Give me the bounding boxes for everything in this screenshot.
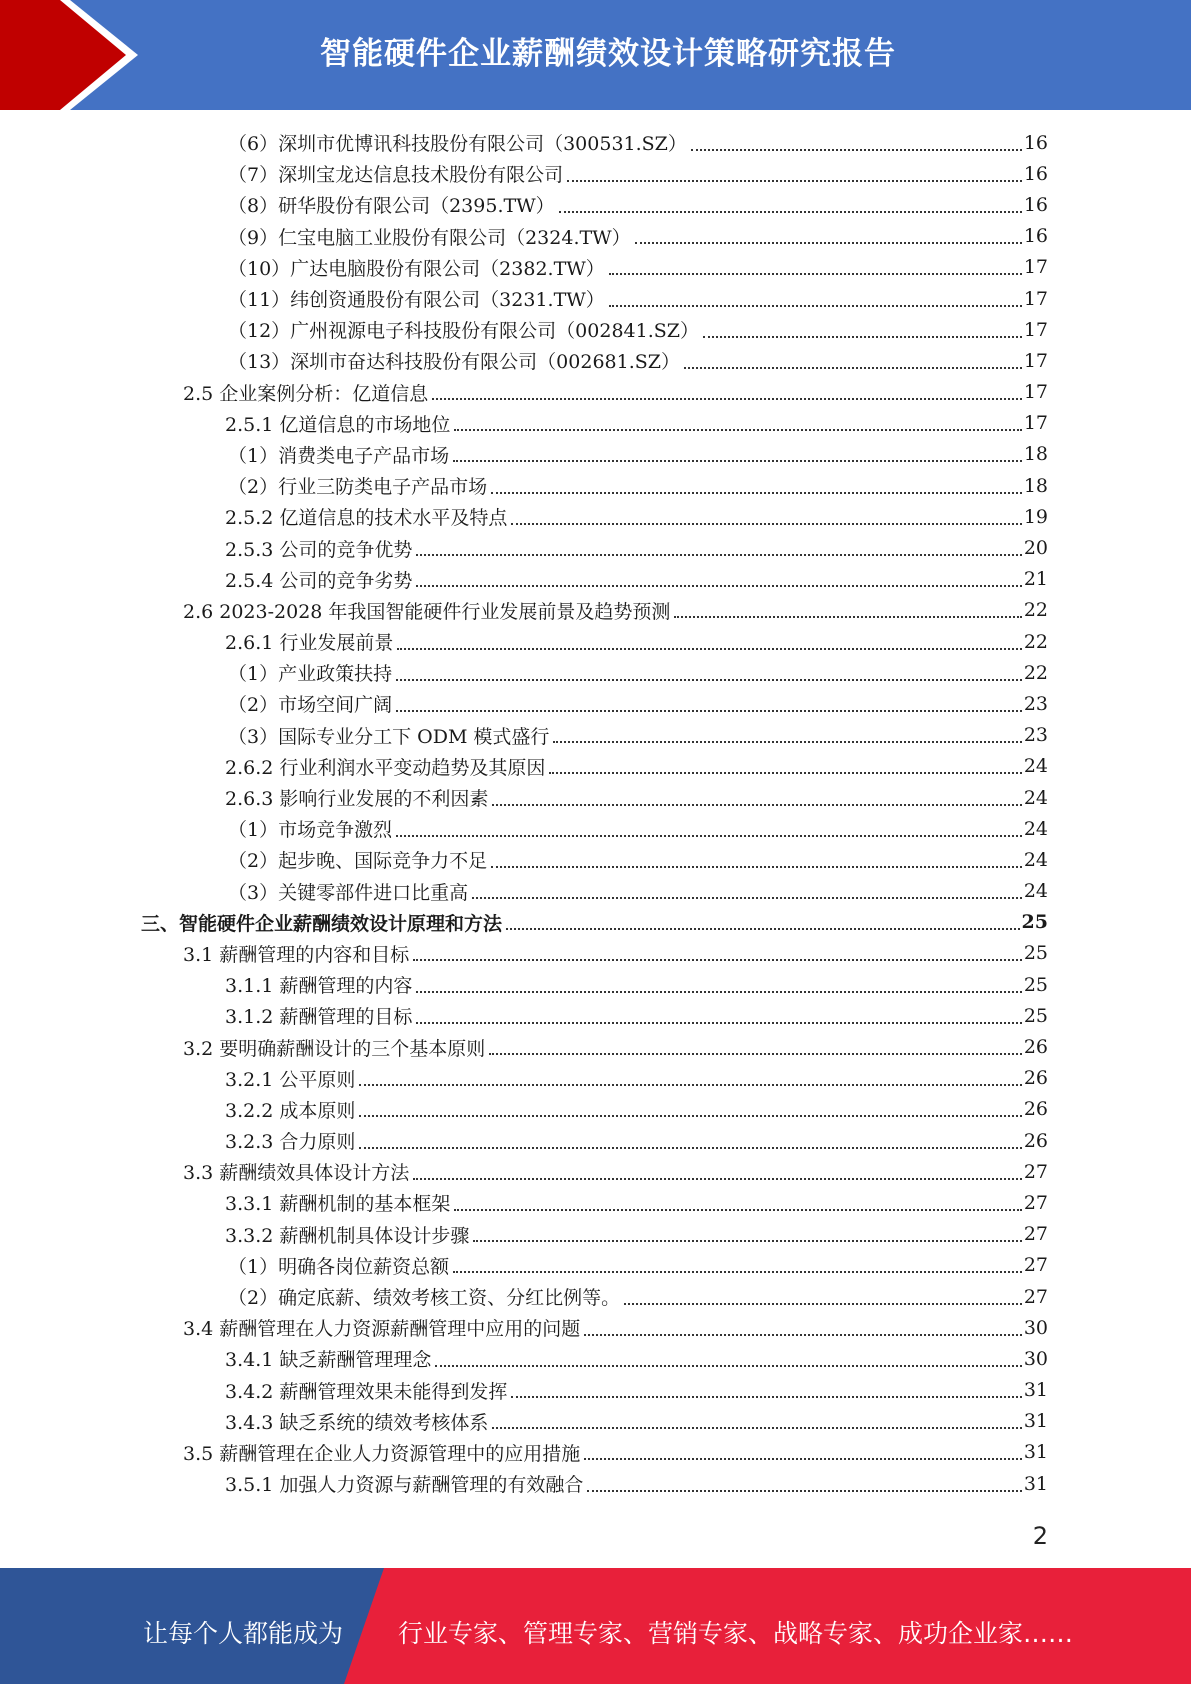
toc-dot-leader (454, 429, 1021, 431)
toc-entry[interactable] (0, 189, 1048, 220)
toc-entry-page: 31 (1023, 1472, 1048, 1495)
toc-entry-page: 24 (1023, 755, 1048, 778)
toc-dot-leader (491, 492, 1022, 494)
toc-entry-page: 22 (1023, 599, 1048, 622)
toc-dot-leader (549, 772, 1021, 774)
toc-dot-leader (567, 180, 1022, 182)
toc-entry[interactable] (0, 1468, 1048, 1499)
toc-entry-label: 3.2.2 成本原则 (225, 1096, 359, 1123)
toc-dot-leader (396, 679, 1022, 681)
toc-entry-page: 27 (1023, 1191, 1048, 1214)
toc-entry-label: 2.5.1 亿道信息的市场地位 (225, 410, 454, 437)
toc-dot-leader (691, 149, 1022, 151)
toc-entry[interactable] (0, 813, 1048, 844)
toc-entry-page: 16 (1023, 162, 1048, 185)
toc-entry-page: 19 (1023, 505, 1048, 528)
toc-entry-label: 2.5.2 亿道信息的技术水平及特点 (225, 503, 511, 530)
toc-dot-leader (609, 273, 1022, 275)
toc-entry-page: 24 (1023, 817, 1048, 840)
toc-entry-page: 25 (1023, 973, 1048, 996)
toc-entry-page: 17 (1023, 349, 1048, 372)
toc-entry[interactable] (0, 252, 1048, 283)
toc-dot-leader (609, 305, 1022, 307)
toc-entry-label: （6）深圳市优博讯科技股份有限公司（300531.SZ） (228, 129, 691, 156)
toc-entry-label: 3.4.2 薪酬管理效果未能得到发挥 (225, 1377, 511, 1404)
toc-entry-label: （12）广州视源电子科技股份有限公司（002841.SZ） (228, 316, 703, 343)
toc-entry[interactable] (0, 1094, 1048, 1125)
toc-entry-label: （2）市场空间广阔 (228, 690, 396, 717)
toc-entry-page: 16 (1023, 225, 1048, 248)
toc-entry[interactable] (0, 626, 1048, 657)
toc-entry-label: （3）国际专业分工下 ODM 模式盛行 (228, 722, 553, 749)
toc-entry-page: 23 (1023, 692, 1048, 715)
toc-entry-page: 18 (1023, 474, 1048, 497)
toc-entry[interactable] (0, 532, 1048, 563)
toc-entry-page: 31 (1023, 1410, 1048, 1433)
toc-entry[interactable] (0, 564, 1048, 595)
toc-entry[interactable] (0, 501, 1048, 532)
toc-dot-leader (511, 1396, 1021, 1398)
toc-entry-page: 16 (1023, 131, 1048, 154)
toc-entry-label: 3.2.3 合力原则 (225, 1127, 359, 1154)
toc-entry[interactable] (0, 127, 1048, 158)
toc-entry-label: （7）深圳宝龙达信息技术股份有限公司 (228, 160, 567, 187)
toc-entry[interactable] (0, 907, 1048, 938)
toc-entry-page: 30 (1023, 1316, 1048, 1339)
page-footer (0, 1568, 1191, 1684)
toc-entry-label: 2.5.3 公司的竞争优势 (225, 535, 416, 562)
toc-dot-leader (559, 211, 1022, 213)
toc-entry-page: 31 (1023, 1441, 1048, 1464)
toc-dot-leader (492, 804, 1021, 806)
toc-dot-leader (432, 398, 1022, 400)
toc-dot-leader (416, 554, 1021, 556)
toc-dot-leader (473, 1240, 1021, 1242)
toc-entry-label: 3.4.1 缺乏薪酬管理理念 (225, 1345, 435, 1372)
toc-entry[interactable] (0, 688, 1048, 719)
toc-dot-leader (416, 991, 1021, 993)
toc-entry-label: （1）明确各岗位薪资总额 (228, 1252, 453, 1279)
toc-entry-page: 27 (1023, 1254, 1048, 1277)
toc-dot-leader (397, 648, 1021, 650)
toc-entry-page: 25 (1023, 942, 1048, 965)
toc-entry-label: 3.4 薪酬管理在人力资源薪酬管理中应用的问题 (183, 1314, 584, 1341)
toc-dot-leader (416, 1022, 1021, 1024)
toc-entry[interactable] (0, 221, 1048, 252)
toc-entry-page: 27 (1023, 1160, 1048, 1183)
toc-entry[interactable] (0, 844, 1048, 875)
toc-entry-label: 3.3.1 薪酬机制的基本框架 (225, 1189, 454, 1216)
toc-dot-leader (684, 367, 1022, 369)
toc-dot-leader (453, 1271, 1022, 1273)
toc-dot-leader (506, 928, 1020, 930)
toc-entry-label: （9）仁宝电脑工业股份有限公司（2324.TW） (228, 223, 635, 250)
toc-entry[interactable] (0, 408, 1048, 439)
toc-entry-label: 2.6.1 行业发展前景 (225, 628, 397, 655)
toc-entry-page: 30 (1023, 1347, 1048, 1370)
toc-entry-page: 17 (1023, 318, 1048, 341)
page-number: 2 (1032, 1522, 1048, 1550)
toc-dot-leader (489, 1053, 1022, 1055)
toc-entry-label: 3.2 要明确薪酬设计的三个基本原则 (183, 1034, 489, 1061)
toc-dot-leader (454, 1209, 1021, 1211)
toc-entry-page: 25 (1021, 911, 1048, 934)
toc-dot-leader (453, 460, 1022, 462)
toc-entry-label: 3.3 薪酬绩效具体设计方法 (183, 1158, 413, 1185)
toc-entry-label: 三、智能硬件企业薪酬绩效设计原理和方法 (141, 909, 506, 936)
toc-dot-leader (396, 835, 1022, 837)
toc-entry-page: 26 (1023, 1129, 1048, 1152)
toc-entry-label: 3.4.3 缺乏系统的绩效考核体系 (225, 1408, 492, 1435)
toc-entry[interactable] (0, 1063, 1048, 1094)
toc-entry-page: 17 (1023, 381, 1048, 404)
toc-dot-leader (511, 523, 1021, 525)
toc-entry[interactable] (0, 1437, 1048, 1468)
toc-entry-page: 26 (1023, 1067, 1048, 1090)
toc-entry-label: （2）起步晚、国际竞争力不足 (228, 846, 491, 873)
toc-entry[interactable] (0, 158, 1048, 189)
toc-entry-label: 3.1.1 薪酬管理的内容 (225, 971, 416, 998)
toc-entry[interactable] (0, 377, 1048, 408)
toc-dot-leader (491, 866, 1022, 868)
toc-entry-label: 3.1 薪酬管理的内容和目标 (183, 940, 413, 967)
toc-entry-label: （3）关键零部件进口比重高 (228, 878, 472, 905)
toc-entry-page: 26 (1023, 1098, 1048, 1121)
toc-entry[interactable] (0, 314, 1048, 345)
toc-dot-leader (492, 1427, 1021, 1429)
toc-entry-label: 2.6.2 行业利润水平变动趋势及其原因 (225, 753, 549, 780)
toc-entry-page: 24 (1023, 848, 1048, 871)
toc-entry-label: （1）消费类电子产品市场 (228, 441, 453, 468)
toc-entry-label: （10）广达电脑股份有限公司（2382.TW） (228, 254, 609, 281)
toc-dot-leader (413, 959, 1022, 961)
toc-entry-page: 21 (1023, 568, 1048, 591)
toc-entry-page: 22 (1023, 661, 1048, 684)
toc-entry-page: 17 (1023, 412, 1048, 435)
toc-entry-label: 2.6 2023-2028 年我国智能硬件行业发展前景及趋势预测 (183, 597, 674, 624)
toc-entry[interactable] (0, 751, 1048, 782)
toc-entry-page: 26 (1023, 1036, 1048, 1059)
toc-entry-page: 24 (1023, 880, 1048, 903)
toc-entry[interactable] (0, 782, 1048, 813)
toc-dot-leader (435, 1365, 1021, 1367)
toc-entry[interactable] (0, 1187, 1048, 1218)
toc-dot-leader (359, 1084, 1021, 1086)
toc-entry[interactable] (0, 1219, 1048, 1250)
toc-entry-page: 27 (1023, 1285, 1048, 1308)
toc-entry[interactable] (0, 1250, 1048, 1281)
toc-entry[interactable] (0, 1406, 1048, 1437)
toc-entry[interactable] (0, 1156, 1048, 1187)
toc-entry-label: 3.3.2 薪酬机制具体设计步骤 (225, 1221, 473, 1248)
page-header (0, 0, 1191, 110)
toc-entry-label: （1）市场竞争激烈 (228, 815, 396, 842)
toc-dot-leader (553, 741, 1021, 743)
toc-entry[interactable] (0, 876, 1048, 907)
toc-entry-label: 2.5 企业案例分析：亿道信息 (183, 379, 432, 406)
toc-entry[interactable] (0, 470, 1048, 501)
toc-entry[interactable] (0, 283, 1048, 314)
footer-slogan-right: 行业专家、管理专家、营销专家、战略专家、成功企业家…… (398, 1619, 1074, 1648)
toc-entry-label: （1）产业政策扶持 (228, 659, 396, 686)
footer-slogan-left: 让每个人都能成为 (143, 1619, 344, 1648)
toc-dot-leader (359, 1147, 1021, 1149)
toc-entry[interactable] (0, 657, 1048, 688)
toc-entry-page: 24 (1023, 786, 1048, 809)
report-title: 智能硬件企业薪酬绩效设计策略研究报告 (320, 36, 896, 72)
toc-dot-leader (635, 242, 1022, 244)
toc-dot-leader (413, 1178, 1022, 1180)
toc-dot-leader (416, 585, 1021, 587)
toc-entry-label: 3.1.2 薪酬管理的目标 (225, 1002, 416, 1029)
toc-entry-page: 18 (1023, 443, 1048, 466)
toc-entry-page: 31 (1023, 1379, 1048, 1402)
toc-dot-leader (584, 1458, 1022, 1460)
table-of-contents (0, 127, 1191, 1499)
toc-entry[interactable] (0, 1031, 1048, 1062)
toc-entry-label: （11）纬创资通股份有限公司（3231.TW） (228, 285, 609, 312)
toc-entry-label: 3.5.1 加强人力资源与薪酬管理的有效融合 (225, 1470, 587, 1497)
toc-entry[interactable] (0, 1375, 1048, 1406)
toc-dot-leader (396, 710, 1022, 712)
toc-entry-page: 22 (1023, 630, 1048, 653)
toc-entry-page: 25 (1023, 1004, 1048, 1027)
toc-entry-label: （8）研华股份有限公司（2395.TW） (228, 191, 559, 218)
toc-entry-label: 2.6.3 影响行业发展的不利因素 (225, 784, 492, 811)
toc-dot-leader (359, 1115, 1021, 1117)
toc-entry-label: 3.2.1 公平原则 (225, 1065, 359, 1092)
toc-entry[interactable] (0, 1343, 1048, 1374)
toc-entry[interactable] (0, 1312, 1048, 1343)
toc-entry-page: 16 (1023, 193, 1048, 216)
toc-entry-page: 17 (1023, 256, 1048, 279)
toc-entry[interactable] (0, 345, 1048, 376)
toc-entry-label: 2.5.4 公司的竞争劣势 (225, 566, 416, 593)
toc-dot-leader (674, 616, 1021, 618)
toc-entry-label: （2）行业三防类电子产品市场 (228, 472, 491, 499)
toc-entry-page: 17 (1023, 287, 1048, 310)
toc-entry[interactable] (0, 938, 1048, 969)
toc-dot-leader (703, 336, 1022, 338)
toc-entry[interactable] (0, 439, 1048, 470)
toc-entry-page: 27 (1023, 1223, 1048, 1246)
toc-dot-leader (624, 1303, 1022, 1305)
toc-entry-label: （13）深圳市奋达科技股份有限公司（002681.SZ） (228, 347, 684, 374)
toc-entry[interactable] (0, 595, 1048, 626)
toc-dot-leader (587, 1490, 1021, 1492)
toc-entry[interactable] (0, 1125, 1048, 1156)
toc-dot-leader (584, 1334, 1022, 1336)
toc-dot-leader (472, 897, 1022, 899)
toc-entry[interactable] (0, 1000, 1048, 1031)
toc-entry-page: 23 (1023, 724, 1048, 747)
toc-entry-label: 3.5 薪酬管理在企业人力资源管理中的应用措施 (183, 1439, 584, 1466)
toc-entry[interactable] (0, 720, 1048, 751)
toc-entry[interactable] (0, 969, 1048, 1000)
toc-entry-page: 20 (1023, 537, 1048, 560)
toc-entry[interactable] (0, 1281, 1048, 1312)
toc-entry-label: （2）确定底薪、绩效考核工资、分红比例等。 (228, 1283, 624, 1310)
